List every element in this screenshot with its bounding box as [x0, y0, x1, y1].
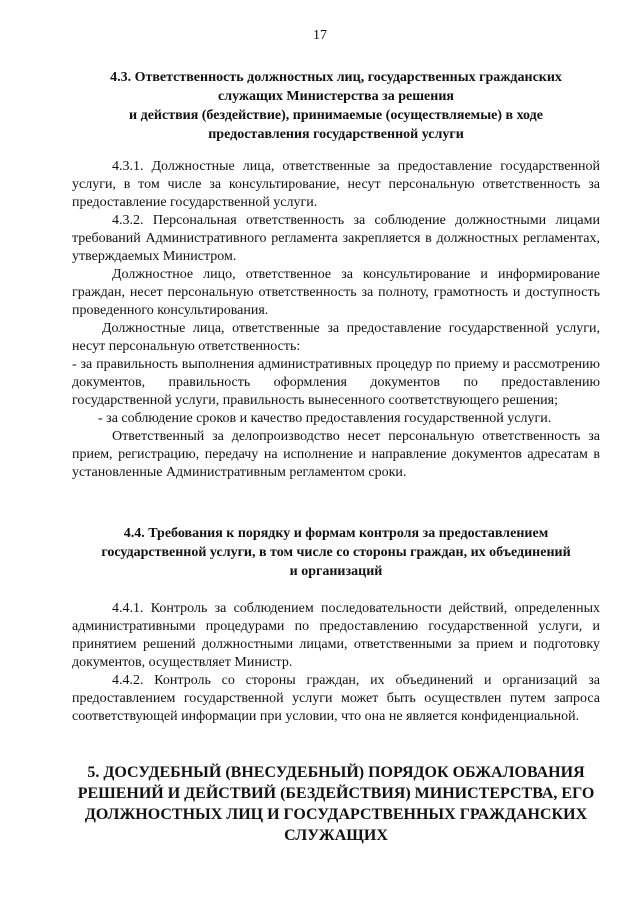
section-4-3-body	[72, 158, 600, 482]
heading-line: 4.4. Требования к порядку и формам контроля за предоставлением	[123, 526, 549, 541]
section-4-3-heading	[72, 68, 600, 144]
heading-line: и организаций	[289, 564, 383, 579]
paragraph-4-3-1: 4.3.1. Должностные лица, ответственные за предоставление государственной услуги, в том числе за консультирование, несут персональную ответственность за предоставление государственной услуги.	[72, 159, 600, 210]
paragraph-4-4-2: 4.4.2. Контроль со стороны граждан, их объединений и организаций за предоставлением государственной услуги может быть осуществлен путем запроса соответствующей информации при условии, что она не является конфиденциальной.	[72, 673, 600, 724]
paragraph-4-4-1: 4.4.1. Контроль за соблюдением последовательности действий, определенных административными процедурами по предоставлению государственной услуги, и принятием решений должностными лицами, ответственными за прием и подготовку документов, осуществляет Министр.	[72, 601, 600, 670]
heading-line: ДОЛЖНОСТНЫХ ЛИЦ И ГОСУДАРСТВЕННЫХ ГРАЖДАНСКИХ	[84, 806, 588, 823]
section-5-heading	[72, 762, 600, 846]
heading-line: 5. ДОСУДЕБНЫЙ (ВНЕСУДЕБНЫЙ) ПОРЯДОК ОБЖАЛОВАНИЯ	[87, 764, 585, 781]
heading-line: служащих Министерства за решения	[218, 89, 454, 104]
heading-line: РЕШЕНИЙ И ДЕЙСТВИЙ (БЕЗДЕЙСТВИЯ) МИНИСТЕРСТВА, ЕГО	[77, 785, 595, 802]
heading-line: 4.3. Ответственность должностных лиц, государственных гражданских	[110, 70, 562, 85]
section-4-4-heading	[72, 524, 600, 581]
paragraph-consultation: Должностное лицо, ответственное за консультирование и информирование граждан, несет персональную ответственность за полноту, грамотность и доступность проведенного консультирования.	[72, 267, 600, 318]
heading-line: государственной услуги, в том числе со стороны граждан, их объединений	[101, 545, 571, 560]
section-4-4-body	[72, 600, 600, 726]
paragraph-records: Ответственный за делопроизводство несет персональную ответственность за прием, регистрацию, передачу на исполнение и направление документов адресатам в установленные Административным регламентом сроки.	[72, 429, 600, 480]
paragraph-responsibility: Должностные лица, ответственные за предоставление государственной услуги, несут персональную ответственность:	[72, 321, 600, 354]
list-item: - за соблюдение сроков и качество предоставления государственной услуги.	[98, 411, 552, 426]
heading-line: предоставления государственной услуги	[208, 127, 464, 142]
heading-line: СЛУЖАЩИХ	[284, 827, 388, 844]
heading-line: и действия (бездействие), принимаемые (осуществляемые) в ходе	[129, 108, 543, 123]
page-number: 17	[313, 28, 327, 43]
list-item: - за правильность выполнения административных процедур по приему и рассмотрению документов, правильность оформления документов по предоставлению государственной услуги, правильность вынесенного соответствующего решения;	[72, 357, 600, 408]
paragraph-4-3-2: 4.3.2. Персональная ответственность за соблюдение должностными лицами требований Административного регламента закрепляется в должностных регламентах, утверждаемых Министром.	[72, 213, 600, 264]
